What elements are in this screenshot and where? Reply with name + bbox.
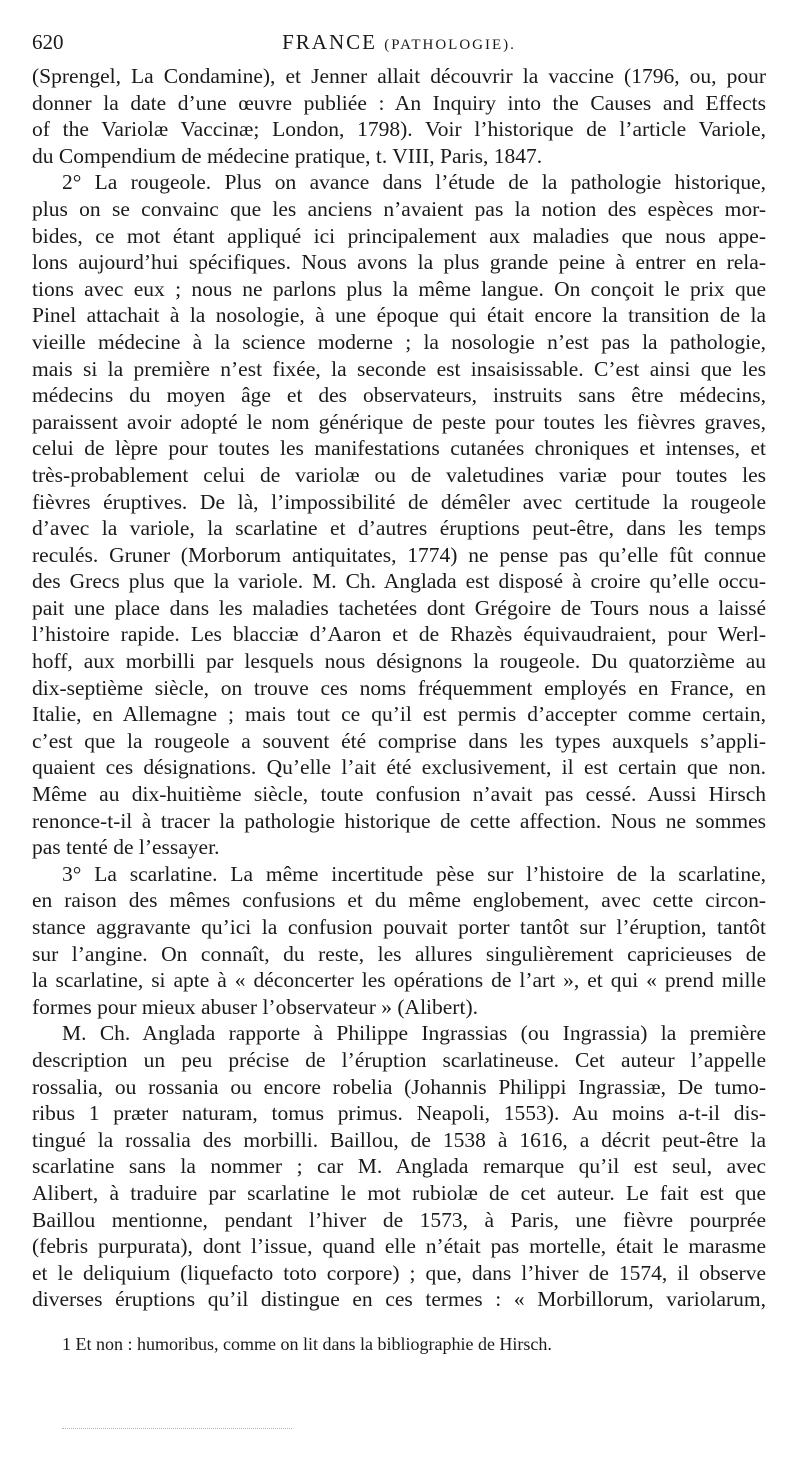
text-line: Même au dix-huitième siècle, toute confusion n’avait pas cessé. Aussi Hirsch [32, 782, 766, 807]
text-line: rossalia, ou rossania ou encore robelia (Johannis Philippi Ingrassiæ, De tumo- [32, 1074, 766, 1099]
text-line: mais si la première n’est fixée, la seconde est insaisissable. C’est ainsi que les [32, 356, 766, 381]
text-line: diverses éruptions qu’il distingue en ces termes : « Morbillorum, variolarum, [32, 1287, 766, 1312]
text-line: c’est que la rougeole a souvent été comprise dans les types auxquels s’appli- [32, 728, 766, 753]
text-line: renonce-t-il à tracer la pathologie historique de cette affection. Nous ne sommes [32, 808, 766, 833]
text-line: très-probablement celui de variolæ ou de valetudines variæ pour toutes les [32, 462, 766, 487]
text-line: reculés. Gruner (Morborum antiquitates, 1774) ne pense pas qu’elle fût connue [32, 542, 766, 567]
text-line: et le deliquium (liquefacto toto corpore) ; que, dans l’hiver de 1574, il observe [32, 1260, 766, 1285]
text-line: Baillou mentionne, pendant l’hiver de 1573, à Paris, une fièvre pourprée [32, 1207, 766, 1232]
footnote: 1 Et non : humoribus, comme on lit dans la bibliographie de Hirsch. [62, 1334, 552, 1354]
text-line: tingué la rossalia des morbilli. Baillou, de 1538 à 1616, a décrit peut-être la [32, 1127, 766, 1152]
text-line: quaient ces désignations. Qu’elle l’ait été exclusivement, il est certain que non. [32, 755, 766, 780]
text-line: stance aggravante qu’ici la confusion pouvait porter tantôt sur l’éruption, tantôt [32, 915, 766, 939]
page-header [32, 30, 766, 58]
text-line: Alibert, à traduire par scarlatine le mot rubiolæ de cet auteur. Le fait est que [32, 1180, 766, 1205]
text-line: l’histoire rapide. Les blacciæ d’Aaron et de Rhazès équivaudraient, pour Werl- [32, 622, 766, 647]
text-line: du Compendium de médecine pratique, t. VIII, Paris, 1847. [32, 143, 543, 168]
text-line: sur l’angine. On connaît, du reste, les allures singulièrement capricieuses de [32, 941, 766, 966]
paragraph-start: M. Ch. Anglada rapporte à Philippe Ingrassias (ou Ingrassia) la première [62, 1021, 766, 1046]
text-line: paraissent avoir adopté le nom générique de peste pour toutes les fièvres graves, [32, 409, 766, 434]
text-line: of the Variolæ Vaccinæ; London, 1798). Voir l’historique de l’article Variole, [32, 117, 766, 142]
text-line: donner la date d’une œuvre publiée : An Inquiry into the Causes and Effects [32, 90, 766, 115]
text-line: pas tenté de l’essayer. [32, 835, 220, 860]
running-head-title: FRANCE [282, 30, 377, 54]
section-heading-rougeole: 2° La rougeole. Plus on avance dans l’étude de la pathologie historique, [62, 170, 766, 195]
text-line: ribus 1 præter naturam, tomus primus. Neapoli, 1553). Au moins a-t-il dis- [32, 1101, 766, 1126]
text-line: des Grecs plus que la variole. M. Ch. Anglada est disposé à croire qu’elle occu- [32, 569, 766, 594]
text-line: (febris purpurata), dont l’issue, quand elle n’était pas mortelle, était le marasme [32, 1234, 766, 1259]
text-line: dix-septième siècle, on trouve ces noms fréquemment employés en France, en [32, 675, 766, 700]
text-line: d’avec la variole, la scarlatine et d’autres éruptions peut-être, dans les temps [32, 516, 766, 541]
text-line: en raison des mêmes confusions et du même englobement, avec cette circon- [32, 888, 766, 913]
body-text [32, 63, 766, 1313]
text-line: médecins du moyen âge et des observateurs, instruits sans être médecins, [32, 383, 766, 408]
text-line: pait une place dans les maladies tachetées dont Grégoire de Tours nous a laissé [32, 595, 766, 620]
text-line: vieille médecine à la science moderne ; la nosologie n’est pas la pathologie, [32, 329, 766, 354]
text-line: fièvres éruptives. De là, l’impossibilité de démêler avec certitude la rougeole [32, 489, 766, 514]
bottom-rule [62, 1428, 292, 1429]
text-line: lons aujourd’hui spécifiques. Nous avons la plus grande peine à entrer en rela- [32, 250, 766, 275]
running-head [32, 30, 766, 55]
text-line: (Sprengel, La Condamine), et Jenner allait découvrir la vaccine (1796, ou, pour [32, 64, 766, 88]
page-number: 620 [32, 30, 64, 54]
text-line: scarlatine sans la nommer ; car M. Anglada remarque qu’il est seul, avec [32, 1154, 766, 1179]
text-line: Italie, en Allemagne ; mais tout ce qu’il est permis d’accepter comme certain, [32, 702, 766, 727]
section-heading-scarlatine: 3° La scarlatine. La même incertitude pèse sur l’histoire de la scarlatine, [62, 861, 766, 886]
text-line: plus on se convainc que les anciens n’avaient pas la notion des espèces mor- [32, 196, 766, 221]
text-line: celui de lèpre pour toutes les manifestations cutanées chroniques et intenses, et [32, 436, 766, 461]
text-line: hoff, aux morbilli par lesquels nous désignons la rougeole. Du quatorzième au [32, 649, 766, 674]
running-head-subtitle: (PATHOLOGIE). [384, 37, 516, 53]
text-line: bides, ce mot étant appliqué ici principalement aux maladies que nous appe- [32, 223, 766, 248]
text-line: la scarlatine, si apte à « déconcerter les opérations de l’art », et qui « prend mille [32, 968, 766, 993]
text-line: Pinel attachait à la nosologie, à une époque qui était encore la transition de la [32, 303, 766, 328]
text-line: tions avec eux ; nous ne parlons plus la même langue. On conçoit le prix que [32, 276, 766, 301]
text-line: description un peu précise de l’éruption scarlatineuse. Cet auteur l’appelle [32, 1047, 766, 1072]
text-line: formes pour mieux abuser l’observateur » (Alibert). [32, 994, 478, 1019]
